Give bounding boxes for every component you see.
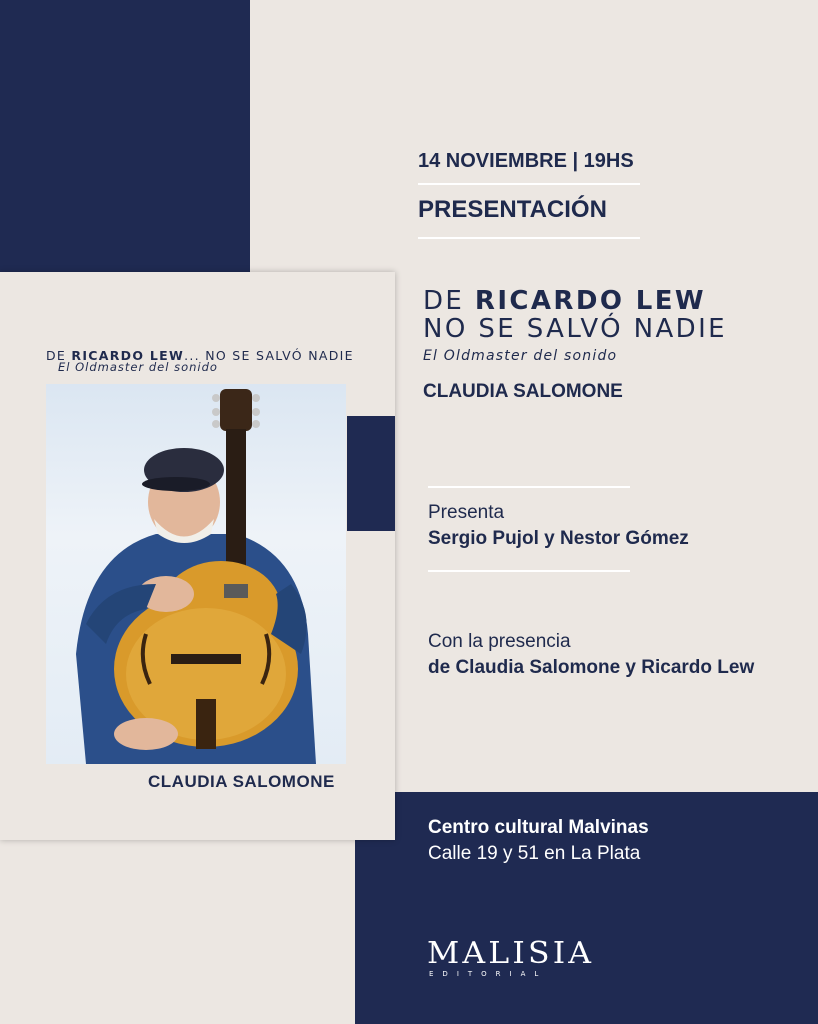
divider: [428, 570, 630, 572]
guests-label: Con la presencia: [428, 631, 571, 652]
book-cover-author: CLAUDIA SALOMONE: [148, 772, 335, 791]
headline-author: CLAUDIA SALOMONE: [423, 381, 623, 402]
book-title-suffix: ... NO SE SALVÓ NADIE: [184, 348, 354, 363]
event-date: 14 NOVIEMBRE | 19HS: [418, 150, 634, 172]
guests-names: de Claudia Salomone y Ricardo Lew: [428, 657, 755, 678]
headline-subtitle: El Oldmaster del sonido: [423, 348, 618, 364]
divider: [418, 237, 640, 239]
headline-title-line-2: NO SE SALVÓ NADIE: [423, 314, 727, 344]
book-title-prefix: DE: [46, 348, 72, 363]
event-type: PRESENTACIÓN: [418, 196, 607, 223]
navy-block-top-left: [0, 0, 250, 272]
book-title-name: RICARDO LEW: [71, 348, 185, 363]
divider: [428, 486, 630, 488]
book-cover: [0, 272, 395, 840]
book-cover-subtitle: El Oldmaster del sonido: [58, 360, 218, 374]
headline-prefix: DE: [423, 286, 475, 316]
publisher-logo: [427, 936, 595, 978]
venue-name: Centro cultural Malvinas: [428, 817, 649, 838]
venue-address: Calle 19 y 51 en La Plata: [428, 843, 641, 864]
book-cover-stripe: [347, 416, 395, 531]
headline-title-line-1: [423, 286, 706, 316]
headline-name: RICARDO LEW: [474, 286, 706, 316]
guitarist-photo-illustration: [46, 384, 346, 764]
divider: [418, 183, 640, 185]
presenters-names: Sergio Pujol y Nestor Gómez: [428, 528, 689, 549]
presenters-label: Presenta: [428, 502, 505, 523]
book-cover-photo: [46, 384, 346, 764]
publisher-logo-tagline: EDITORIAL: [429, 970, 548, 978]
publisher-logo-word: MALISIA: [427, 936, 595, 971]
